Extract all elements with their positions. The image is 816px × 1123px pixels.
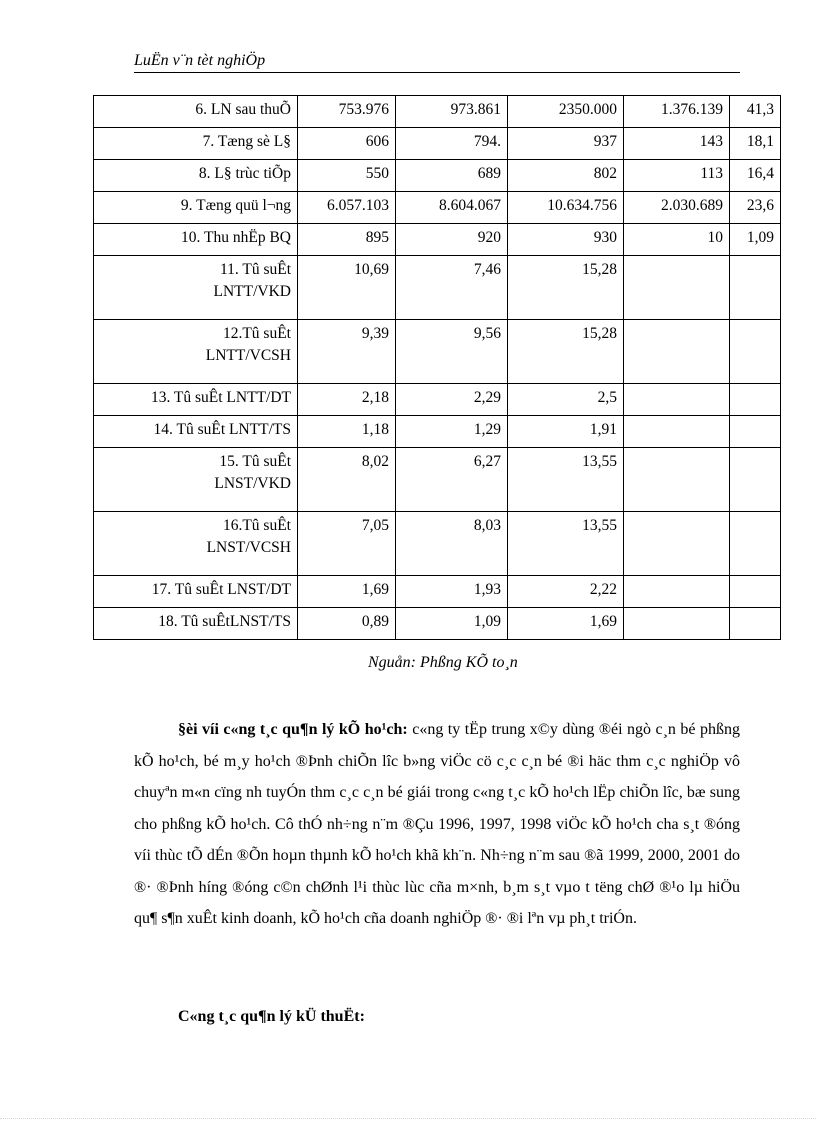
cell: 2,18 <box>298 384 396 416</box>
cell: 2.030.689 <box>624 192 730 224</box>
cell <box>730 512 781 576</box>
cell: 143 <box>624 128 730 160</box>
cell: 9,56 <box>396 320 508 384</box>
cell: 9,39 <box>298 320 396 384</box>
cell <box>624 416 730 448</box>
body-paragraph <box>134 714 740 935</box>
cell: 7,05 <box>298 512 396 576</box>
cell: 1,91 <box>508 416 624 448</box>
cell: 1,18 <box>298 416 396 448</box>
cell: 1.376.139 <box>624 96 730 128</box>
cell: 753.976 <box>298 96 396 128</box>
cell: 1,29 <box>396 416 508 448</box>
cell <box>730 256 781 320</box>
section-heading: C«ng t¸c qu¶n lý kÜ thuËt: <box>178 1008 365 1025</box>
cell <box>624 320 730 384</box>
page-bottom-divider <box>0 1118 816 1119</box>
row-label: 10. Thu nhËp BQ <box>94 224 298 256</box>
cell <box>730 384 781 416</box>
table-row <box>94 256 781 320</box>
cell: 41,3 <box>730 96 781 128</box>
row-label: 14. Tû suÊt LNTT/TS <box>94 416 298 448</box>
cell: 6,27 <box>396 448 508 512</box>
row-label: 6. LN sau thuÕ <box>94 96 298 128</box>
cell: 8,02 <box>298 448 396 512</box>
table-row <box>94 96 781 128</box>
row-label: 8. L§ trùc tiÕp <box>94 160 298 192</box>
row-label-line1: 16.Tû suÊt <box>222 517 291 534</box>
table-row <box>94 576 781 608</box>
paragraph-text: c«ng ty tËp trung x©y dùng ®éi ngò c¸n bé phßng kÕ ho¹ch, bé m¸y ho¹ch ®Þnh chiÕn lîc b»ng viÖc cö c¸c c¸n bé ®i häc thm c¸c nghiÖp vô chuyªn m«n cïng nh tuyÓn thm c¸c c¸n bé giái trong c«ng t¸c kÕ ho¹ch lËp chiÕn lîc, bæ sung cho phßng kÕ ho¹ch. Cô thÓ nh÷ng n¨m ®Çu 1996, 1997, 1998 viÖc kÕ ho¹ch cha s¸t ®óng víi thùc tÕ dÉn ®Õn hoµn thµnh kÕ ho¹ch khã kh¨n. Nh÷ng n¨m sau ®ã 1999, 2000, 2001 do ®· ®Þnh híng ®óng c©n chØnh l¹i thùc lùc cña m×nh, b¸m s¸t vµo t tëng chØ ®¹o lµ hiÖu qu¶ s¶n xuÊt kinh doanh, kÕ ho¹ch cña doanh nghiÖp ®· ®i lªn vµ ph¸t triÓn. <box>134 721 740 927</box>
table-row <box>94 512 781 576</box>
row-label-line2: LNST/VCSH <box>206 539 291 556</box>
cell: 18,1 <box>730 128 781 160</box>
row-label: 9. Tæng quü l¬ng <box>94 192 298 224</box>
cell: 10 <box>624 224 730 256</box>
row-label <box>94 256 298 320</box>
cell: 2,5 <box>508 384 624 416</box>
cell: 113 <box>624 160 730 192</box>
cell: 10,69 <box>298 256 396 320</box>
row-label-line1: 11. Tû suÊt <box>219 261 291 278</box>
cell: 1,09 <box>730 224 781 256</box>
table-row <box>94 416 781 448</box>
cell: 895 <box>298 224 396 256</box>
cell <box>730 448 781 512</box>
cell: 13,55 <box>508 448 624 512</box>
row-label-line1: 12.Tû suÊt <box>222 325 291 342</box>
cell <box>730 608 781 640</box>
cell: 13,55 <box>508 512 624 576</box>
cell: 2,22 <box>508 576 624 608</box>
cell: 8,03 <box>396 512 508 576</box>
cell: 937 <box>508 128 624 160</box>
cell <box>624 608 730 640</box>
row-label <box>94 448 298 512</box>
table-row <box>94 192 781 224</box>
cell: 0,89 <box>298 608 396 640</box>
cell: 23,6 <box>730 192 781 224</box>
cell: 794. <box>396 128 508 160</box>
cell: 2350.000 <box>508 96 624 128</box>
table-row <box>94 128 781 160</box>
cell <box>624 448 730 512</box>
cell: 550 <box>298 160 396 192</box>
cell: 920 <box>396 224 508 256</box>
row-label: 18. Tû suÊtLNST/TS <box>94 608 298 640</box>
cell: 15,28 <box>508 320 624 384</box>
table-source: Nguån: Phßng KÕ to¸n <box>368 654 518 671</box>
cell: 15,28 <box>508 256 624 320</box>
cell: 2,29 <box>396 384 508 416</box>
row-label <box>94 512 298 576</box>
cell <box>624 512 730 576</box>
cell: 1,69 <box>508 608 624 640</box>
cell: 8.604.067 <box>396 192 508 224</box>
cell: 689 <box>396 160 508 192</box>
cell: 10.634.756 <box>508 192 624 224</box>
row-label-line2: LNTT/VCSH <box>205 347 291 364</box>
cell <box>730 320 781 384</box>
table-row <box>94 160 781 192</box>
cell <box>730 416 781 448</box>
cell: 7,46 <box>396 256 508 320</box>
cell: 1,69 <box>298 576 396 608</box>
cell: 973.861 <box>396 96 508 128</box>
table-row <box>94 320 781 384</box>
cell: 6.057.103 <box>298 192 396 224</box>
row-label-line2: LNST/VKD <box>214 475 291 492</box>
row-label: 17. Tû suÊt LNST/DT <box>94 576 298 608</box>
header-title: LuËn v¨n tèt nghiÖp <box>134 52 266 69</box>
cell: 606 <box>298 128 396 160</box>
cell: 16,4 <box>730 160 781 192</box>
cell: 1,93 <box>396 576 508 608</box>
cell <box>624 256 730 320</box>
cell <box>624 576 730 608</box>
row-label: 7. Tæng sè L§ <box>94 128 298 160</box>
row-label-line2: LNTT/VKD <box>213 283 291 300</box>
cell: 930 <box>508 224 624 256</box>
table-row <box>94 384 781 416</box>
table-row <box>94 448 781 512</box>
statistics-table <box>93 95 781 640</box>
paragraph-lead: §èi víi c«ng t¸c qu¶n lý kÕ ho¹ch: <box>178 721 408 738</box>
row-label: 13. Tû suÊt LNTT/DT <box>94 384 298 416</box>
cell <box>730 576 781 608</box>
table-row <box>94 608 781 640</box>
row-label-line1: 15. Tû suÊt <box>219 453 291 470</box>
cell <box>624 384 730 416</box>
cell: 1,09 <box>396 608 508 640</box>
row-label <box>94 320 298 384</box>
page-header <box>134 50 740 73</box>
table-row <box>94 224 781 256</box>
cell: 802 <box>508 160 624 192</box>
